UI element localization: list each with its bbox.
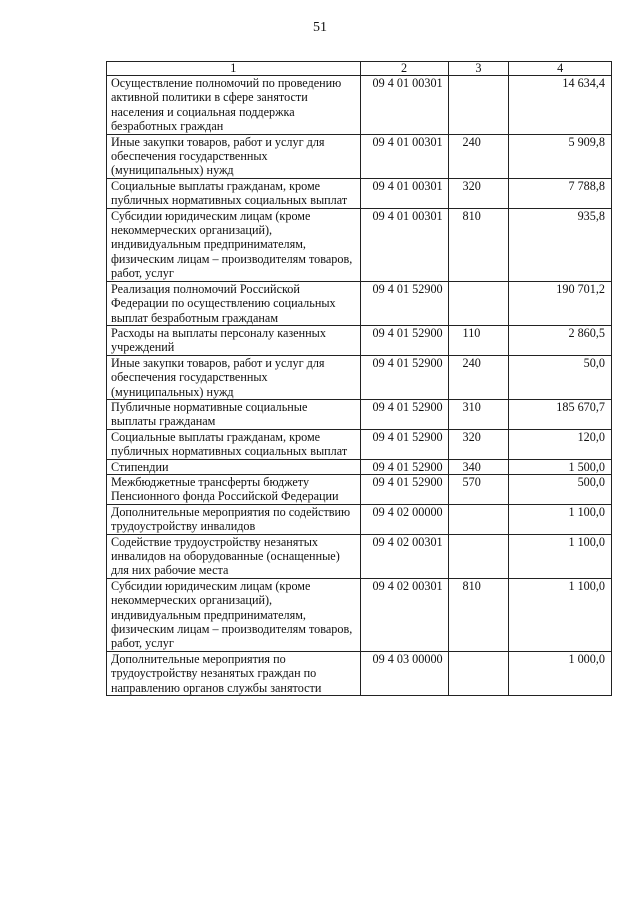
- row-amount: 190 701,2: [509, 281, 612, 325]
- row-type: [448, 504, 509, 534]
- row-name: Субсидии юридическим лицам (кроме некоммерческих организаций), индивидуальным предпринимателям, физическим лицам – производителям товаров, работ, услуг: [107, 208, 361, 281]
- row-code: 09 4 01 00301: [360, 134, 448, 178]
- row-type: 320: [448, 429, 509, 459]
- table-row: [107, 134, 612, 178]
- row-type: [448, 281, 509, 325]
- row-type: 310: [448, 399, 509, 429]
- header-col-4: 4: [509, 62, 612, 76]
- row-type: [448, 76, 509, 135]
- row-name: Расходы на выплаты персоналу казенных учреждений: [107, 325, 361, 355]
- header-col-1: 1: [107, 62, 361, 76]
- row-type: 810: [448, 578, 509, 651]
- row-name: Дополнительные мероприятия по содействию трудоустройству инвалидов: [107, 504, 361, 534]
- row-code: 09 4 03 00000: [360, 651, 448, 695]
- table-row: [107, 178, 612, 208]
- row-name: Стипендии: [107, 459, 361, 474]
- table-row: [107, 281, 612, 325]
- row-amount: 2 860,5: [509, 325, 612, 355]
- row-code: 09 4 02 00301: [360, 534, 448, 578]
- row-type: [448, 534, 509, 578]
- table-row: [107, 534, 612, 578]
- row-name: Социальные выплаты гражданам, кроме публичных нормативных социальных выплат: [107, 429, 361, 459]
- row-code: 09 4 01 00301: [360, 178, 448, 208]
- row-name: Социальные выплаты гражданам, кроме публичных нормативных социальных выплат: [107, 178, 361, 208]
- table-row: [107, 651, 612, 695]
- row-code: 09 4 01 00301: [360, 76, 448, 135]
- row-name: Иные закупки товаров, работ и услуг для обеспечения государственных (муниципальных) нужд: [107, 134, 361, 178]
- row-code: 09 4 01 52900: [360, 355, 448, 399]
- table-row: [107, 355, 612, 399]
- row-code: 09 4 01 00301: [360, 208, 448, 281]
- row-name: Дополнительные мероприятия по трудоустройству незанятых граждан по направлению органов службы занятости: [107, 651, 361, 695]
- row-amount: 500,0: [509, 474, 612, 504]
- row-amount: 1 500,0: [509, 459, 612, 474]
- row-type: 110: [448, 325, 509, 355]
- row-type: [448, 651, 509, 695]
- row-amount: 1 100,0: [509, 504, 612, 534]
- row-type: 340: [448, 459, 509, 474]
- row-type: 240: [448, 134, 509, 178]
- header-col-3: 3: [448, 62, 509, 76]
- table-row: [107, 325, 612, 355]
- table-row: [107, 578, 612, 651]
- table-header-row: [107, 62, 612, 76]
- table-row: [107, 504, 612, 534]
- row-code: 09 4 01 52900: [360, 281, 448, 325]
- row-type: 240: [448, 355, 509, 399]
- row-code: 09 4 01 52900: [360, 474, 448, 504]
- row-amount: 185 670,7: [509, 399, 612, 429]
- row-code: 09 4 01 52900: [360, 459, 448, 474]
- table-row: [107, 208, 612, 281]
- row-amount: 50,0: [509, 355, 612, 399]
- row-name: Публичные нормативные социальные выплаты гражданам: [107, 399, 361, 429]
- row-name: Реализация полномочий Российской Федерации по осуществлению социальных выплат безработным гражданам: [107, 281, 361, 325]
- row-code: 09 4 01 52900: [360, 399, 448, 429]
- row-amount: 7 788,8: [509, 178, 612, 208]
- row-name: Содействие трудоустройству незанятых инвалидов на оборудованные (оснащенные) для них рабочие места: [107, 534, 361, 578]
- row-amount: 5 909,8: [509, 134, 612, 178]
- table-row: [107, 459, 612, 474]
- row-type: 570: [448, 474, 509, 504]
- row-amount: 120,0: [509, 429, 612, 459]
- row-name: Иные закупки товаров, работ и услуг для обеспечения государственных (муниципальных) нужд: [107, 355, 361, 399]
- page-number: 51: [313, 20, 327, 35]
- table-row: [107, 474, 612, 504]
- table-row: [107, 76, 612, 135]
- row-name: Межбюджетные трансферты бюджету Пенсионного фонда Российской Федерации: [107, 474, 361, 504]
- row-code: 09 4 01 52900: [360, 325, 448, 355]
- row-amount: 14 634,4: [509, 76, 612, 135]
- row-type: 810: [448, 208, 509, 281]
- row-amount: 1 100,0: [509, 534, 612, 578]
- header-col-2: 2: [360, 62, 448, 76]
- table-row: [107, 399, 612, 429]
- table-row: [107, 429, 612, 459]
- row-amount: 1 100,0: [509, 578, 612, 651]
- row-amount: 935,8: [509, 208, 612, 281]
- row-code: 09 4 01 52900: [360, 429, 448, 459]
- row-type: 320: [448, 178, 509, 208]
- budget-table: [106, 61, 612, 696]
- row-code: 09 4 02 00301: [360, 578, 448, 651]
- row-amount: 1 000,0: [509, 651, 612, 695]
- row-name: Субсидии юридическим лицам (кроме некоммерческих организаций), индивидуальным предпринимателям, физическим лицам – производителям товаров, работ, услуг: [107, 578, 361, 651]
- row-name: Осуществление полномочий по проведению активной политики в сфере занятости населения и социальная поддержка безработных граждан: [107, 76, 361, 135]
- row-code: 09 4 02 00000: [360, 504, 448, 534]
